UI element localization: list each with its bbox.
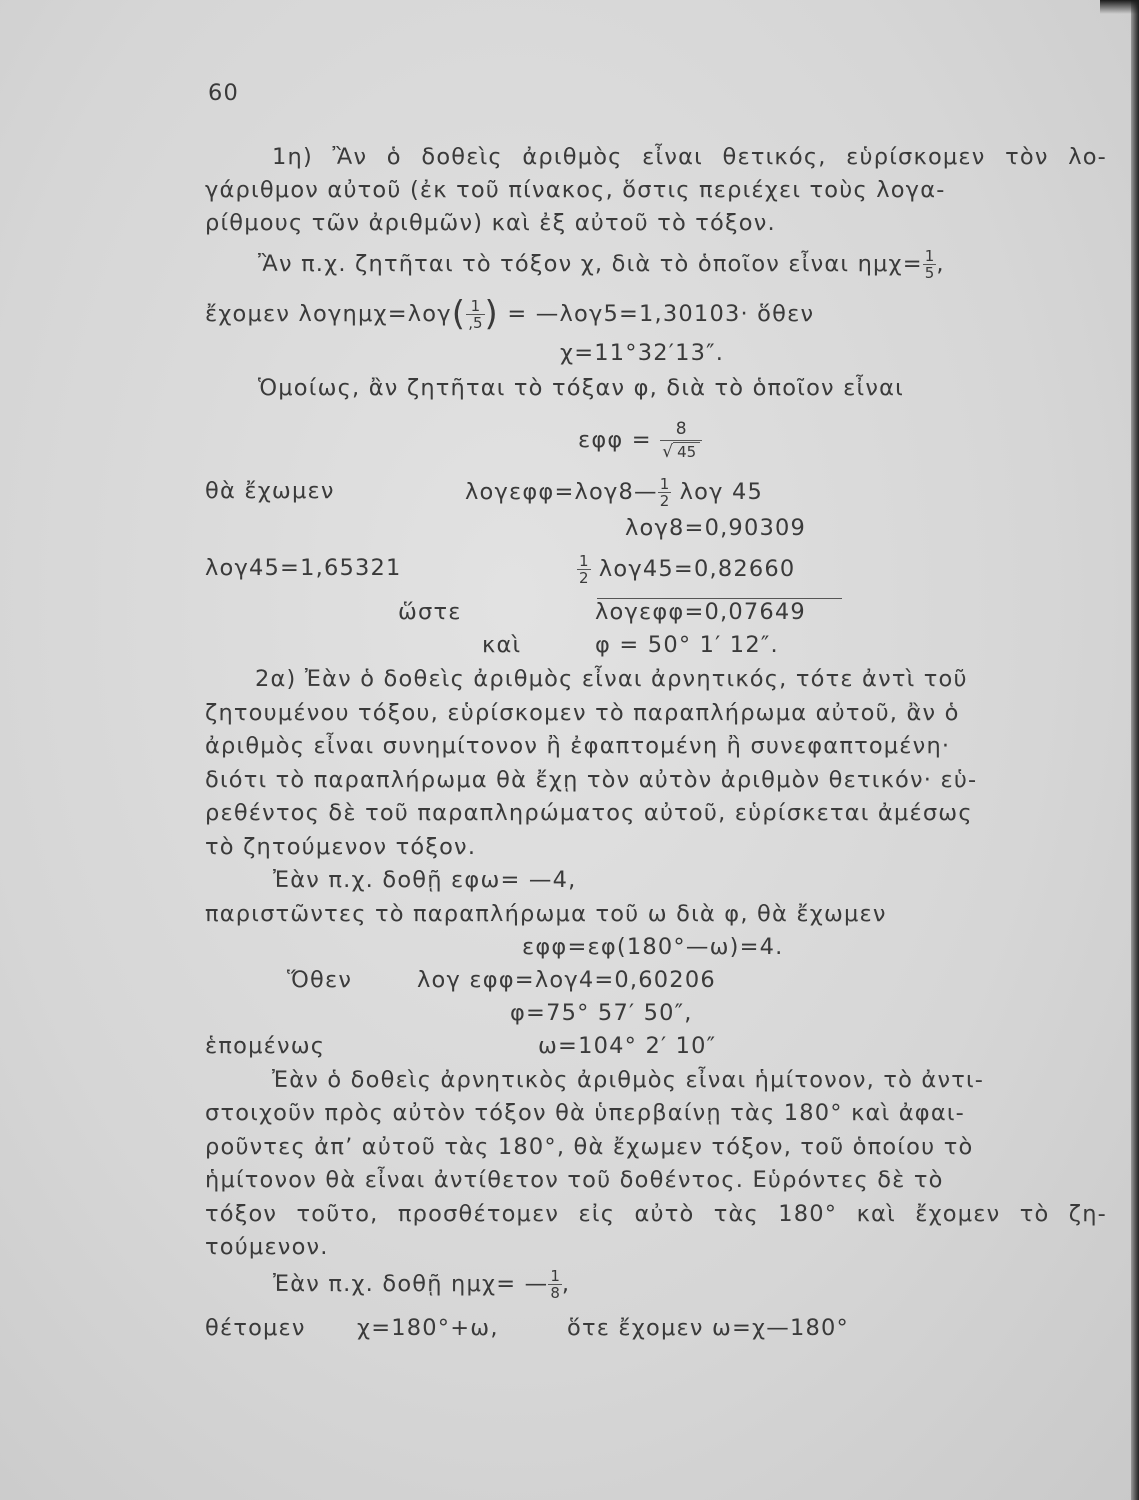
text-line: τόξον τοῦτο, προσθέτομεν εἰς αὐτὸ τὰς 180° καὶ ἔχομεν τὸ ζη-	[205, 1201, 1107, 1227]
text-line: ρίθμους τῶν ἀριθμῶν) καὶ ἐξ αὐτοῦ τὸ τόξον.	[205, 210, 776, 236]
text-line: ζητουμένου τόξου, εὑρίσκομεν τὸ παραπλήρωμα αὐτοῦ, ἂν ὁ	[205, 700, 960, 726]
label: ἑπομένως	[205, 1033, 326, 1059]
text-line: 2α) Ἐὰν ὁ δοθεὶς ἀριθμὸς εἶναι ἀρνητικός, τότε ἀντὶ τοῦ	[255, 666, 968, 692]
text-line: γάριθμον αὐτοῦ (ἐκ τοῦ πίνακος, ὅστις περιέχει τοὺς λογα-	[205, 177, 946, 203]
text-line: τὸ ζητούμενον τόξον.	[205, 834, 477, 860]
equation-line: χ=11°32′13″.	[560, 340, 725, 366]
text-line: τούμενον.	[205, 1234, 329, 1260]
text-span: Ἂν π.χ. ζητῆται τὸ τόξον χ, διὰ τὸ ὁποῖον εἶναι ημχ=	[258, 251, 923, 277]
fraction-denominator: 8	[550, 1284, 560, 1302]
text-line: ἡμίτονον θὰ εἶναι ἀντίθετον τοῦ δοθέντος. Εὑρόντες δὲ τὸ	[205, 1167, 944, 1193]
fraction-numerator: 1	[550, 1267, 560, 1285]
page-corner-shadow	[1100, 0, 1139, 14]
text-span: ,	[561, 1271, 571, 1297]
text-line: Ἐὰν ὁ δοθεὶς ἀρνητικὸς ἀριθμὸς εἶναι ἡμίτονον, τὸ ἀντι-	[272, 1067, 985, 1093]
equation-line	[205, 294, 815, 334]
paren-right: )	[484, 294, 499, 334]
fraction	[923, 248, 937, 281]
equation-line: φ=75° 57′ 50″,	[510, 1000, 693, 1026]
fraction-denominator: ,5	[468, 314, 483, 332]
text-span: Ἐὰν π.χ. δοθῇ ημχ= —	[273, 1271, 549, 1297]
text-span: ,	[936, 251, 945, 277]
fraction	[548, 1268, 562, 1301]
page-edge-shadow	[1131, 0, 1139, 1500]
text-span: λογεφφ=λογ8—	[465, 479, 658, 505]
equation-line: λογ45=1,65321	[205, 555, 402, 581]
equation-line: λογ εφφ=λογ4=0,60206	[417, 967, 716, 993]
paren-left: (	[451, 294, 467, 334]
label: θὰ ἔχωμεν	[205, 478, 335, 504]
fraction	[658, 476, 672, 509]
equation-line: Ἐὰν π.χ. δοθῇ εφω= —4,	[273, 867, 577, 893]
text-line: Ὁμοίως, ἂν ζητῆται τὸ τόξαν φ, διὰ τὸ ὁποῖον εἶναι	[258, 375, 904, 401]
text-span: = —λογ5=1,30103· ὅθεν	[507, 301, 815, 327]
fraction-denominator: 5	[924, 264, 935, 282]
text-line: διότι τὸ παραπλήρωμα θὰ ἔχῃ τὸν αὐτὸν ἀριθμὸν θετικόν· εὑ-	[205, 767, 978, 793]
fraction-numerator: 8	[660, 418, 702, 441]
text-span: λογ 45	[679, 479, 764, 505]
page-number: 60	[208, 80, 240, 106]
fraction-numerator: 1	[466, 298, 484, 315]
text-line: ρεθέντος δὲ τοῦ παραπληρώματος αὐτοῦ, εὑρίσκεται ἀμέσως	[205, 800, 973, 826]
equation-line: ὅτε ἔχομεν ω=χ—180°	[567, 1315, 849, 1341]
fraction	[577, 553, 591, 586]
equation-line	[465, 476, 763, 509]
equation-line	[577, 553, 795, 586]
text-line: ροῦντες ἀπ’ αὐτοῦ τὰς 180°, θὰ ἔχωμεν τόξον, τοῦ ὁποίου τὸ	[205, 1134, 974, 1160]
label: καὶ	[482, 632, 522, 658]
label: θέτομεν	[205, 1315, 306, 1341]
text-line	[272, 142, 1107, 172]
equation-line: χ=180°+ω,	[357, 1315, 499, 1341]
text-span: 1η) Ἂν ὁ δοθεὶς ἀριθμὸς εἶναι θετικός, εὑρίσκομεν τὸν λο-	[272, 144, 1107, 170]
equation-line	[258, 248, 945, 281]
fraction-denominator: √ 45	[660, 441, 702, 463]
fraction-denominator: 2	[659, 492, 670, 510]
sqrt-radicand: 45	[673, 442, 700, 461]
equation-line: ω=104° 2′ 10″	[538, 1033, 717, 1059]
fraction-numerator: 1	[579, 552, 589, 570]
fraction-numerator: 1	[924, 247, 935, 265]
text-line: παριστῶντες τὸ παραπλήρωμα τοῦ ω διὰ φ, θὰ ἔχωμεν	[205, 901, 887, 927]
text-line: στοιχοῦν πρὸς αὐτὸν τόξον θὰ ὑπερβαίνῃ τὰς 180° καὶ ἀφαι-	[205, 1100, 965, 1126]
label: Ὅθεν	[287, 967, 353, 993]
text-line: ἀριθμὸς εἶναι συνημίτονον ἢ ἐφαπτομένη ἢ συνεφαπτομένη·	[205, 733, 951, 759]
equation-line	[273, 1268, 570, 1301]
equation-line	[578, 418, 702, 463]
fraction-denominator: 2	[579, 569, 589, 587]
equation-line: λογεφφ=0,07649	[595, 599, 806, 625]
equation-line: εφφ=εφ(180°—ω)=4.	[522, 934, 784, 960]
equation-line: λογ8=0,90309	[625, 515, 807, 541]
text-span: εφφ =	[578, 427, 652, 453]
fraction-numerator: 1	[659, 475, 670, 493]
text-span: ἔχομεν λογημχ=λογ	[205, 301, 452, 327]
label: ὥστε	[398, 599, 462, 625]
fraction	[466, 298, 484, 331]
fraction	[660, 418, 702, 463]
equation-line: φ = 50° 1′ 12″.	[595, 632, 779, 658]
text-span: λογ45=0,82660	[598, 556, 796, 582]
